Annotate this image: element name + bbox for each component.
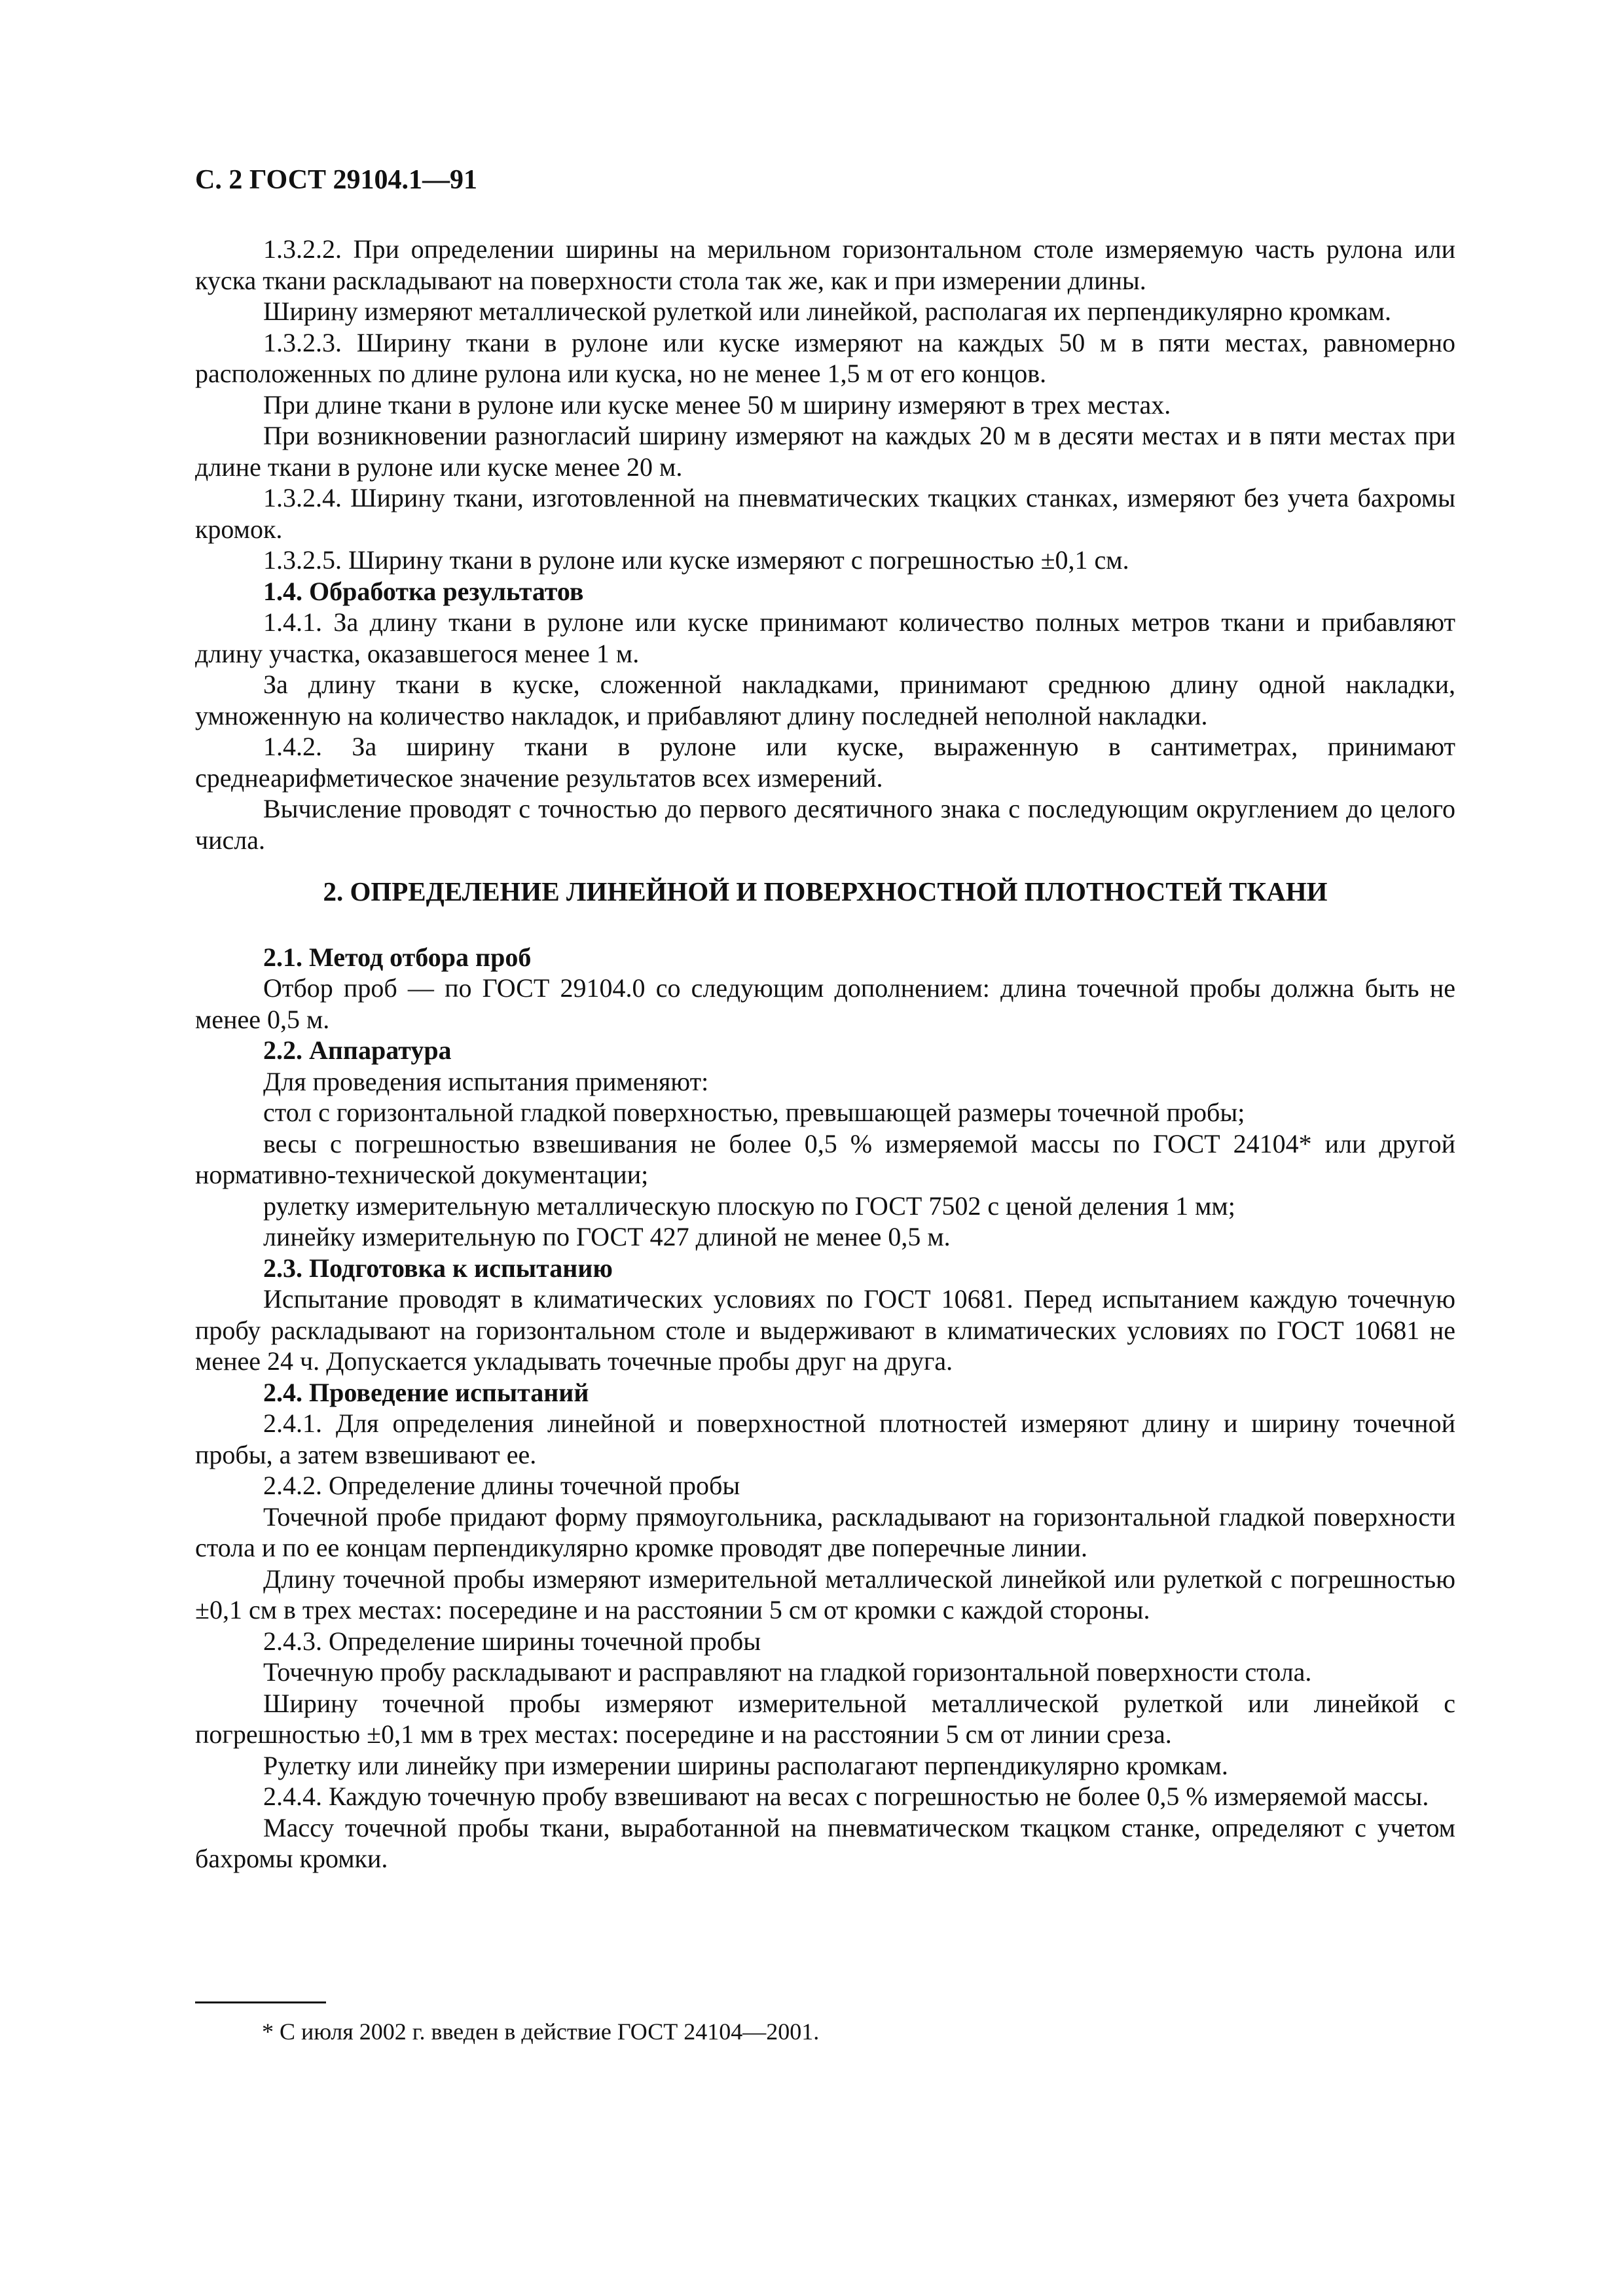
paragraph: Ширину точечной пробы измеряют измерительной металлической рулеткой или линейкой с погрешностью ±0,1 мм в трех местах: посередине и на расстоянии 5 см от линии среза. — [195, 1688, 1455, 1749]
paragraph: Отбор проб — по ГОСТ 29104.0 со следующим дополнением: длина точечной пробы должна быть не менее 0,5 м. — [195, 973, 1455, 1034]
paragraph: Точечной пробе придают форму прямоугольника, раскладывают на горизонтальной гладкой поверхности стола и по ее концам перпендикулярно кромке проводят две поперечные линии. — [195, 1501, 1455, 1562]
paragraph: 1.4.2. За ширину ткани в рулоне или куске, выраженную в сантиметрах, принимают среднеарифметическое значение результатов всех измерений. — [195, 732, 1455, 793]
paragraph: линейку измерительную по ГОСТ 427 длиной не менее 0,5 м. — [263, 1222, 951, 1251]
paragraph: рулетку измерительную металлическую плоскую по ГОСТ 7502 с ценой деления 1 мм; — [263, 1191, 1235, 1221]
footnote-divider — [195, 2001, 326, 2003]
subsection-heading: 2.3. Подготовка к испытанию — [263, 1253, 613, 1283]
paragraph: При возникновении разногласий ширину измеряют на каждых 20 м в десяти местах и в пяти местах при длине ткани в рулоне или куске менее 20 м. — [195, 421, 1455, 482]
paragraph: стол с горизонтальной гладкой поверхностью, превышающей размеры точечной пробы; — [263, 1098, 1245, 1127]
paragraph: Точечную пробу раскладывают и расправляют на гладкой горизонтальной поверхности стола. — [263, 1657, 1312, 1687]
subsection-heading: 2.2. Аппаратура — [263, 1035, 452, 1065]
paragraph: 2.4.3. Определение ширины точечной пробы — [263, 1626, 761, 1656]
paragraph: 2.4.2. Определение длины точечной пробы — [263, 1471, 740, 1500]
paragraph: За длину ткани в куске, сложенной накладками, принимают среднюю длину одной накладки, умноженную на количество накладок, и прибавляют длину последней неполной накладки. — [195, 670, 1455, 730]
paragraph: Рулетку или линейку при измерении ширины располагают перпендикулярно кромкам. — [263, 1750, 1228, 1780]
footnote: * С июля 2002 г. введен в действие ГОСТ 24104—2001. — [262, 2018, 820, 2045]
paragraph: Испытание проводят в климатических условиях по ГОСТ 10681. Перед испытанием каждую точечную пробу раскладывают на горизонтальном столе и выдерживают в климатических условиях по ГОСТ 10681 не менее 24 ч. Допускается укладывать точечные пробы друг на друга. — [195, 1284, 1455, 1376]
subsection-heading: 2.4. Проведение испытаний — [263, 1377, 589, 1407]
subsection-heading: 2.1. Метод отбора проб — [263, 942, 532, 972]
paragraph: 1.3.2.4. Ширину ткани, изготовленной на пневматических ткацких станках, измеряют без учета бахромы кромок. — [195, 483, 1455, 544]
document-body — [195, 234, 1455, 1874]
paragraph: При длине ткани в рулоне или куске менее 50 м ширину измеряют в трех местах. — [263, 389, 1171, 420]
paragraph: Для проведения испытания применяют: — [263, 1066, 709, 1096]
paragraph: Ширину измеряют металлической рулеткой или линейкой, располагая их перпендикулярно кромкам. — [263, 296, 1391, 326]
subsection-heading: 1.4. Обработка результатов — [263, 576, 584, 606]
page-header: С. 2 ГОСТ 29104.1—91 — [195, 165, 478, 195]
paragraph: 2.4.4. Каждую точечную пробу взвешивают на весах с погрешностью не более 0,5 % измеряемой массы. — [263, 1782, 1429, 1811]
paragraph: Длину точечной пробы измеряют измерительной металлической линейкой или рулеткой с погрешностью ±0,1 см в трех местах: посередине и на расстоянии 5 см от кромки с каждой стороны. — [195, 1564, 1455, 1624]
paragraph: Массу точечной пробы ткани, выработанной на пневматическом ткацком станке, определяют с учетом бахромы кромки. — [195, 1812, 1455, 1873]
paragraph: Вычисление проводят с точностью до первого десятичного знака с последующим округлением до целого числа. — [195, 794, 1455, 855]
paragraph: 1.3.2.2. При определении ширины на мерильном горизонтальном столе измеряемую часть рулона или куска ткани раскладывают на поверхности стола так же, как и при измерении длины. — [195, 234, 1455, 295]
paragraph: 1.4.1. За длину ткани в рулоне или куске принимают количество полных метров ткани и прибавляют длину участка, оказавшегося менее 1 м. — [195, 607, 1455, 668]
paragraph: 1.3.2.3. Ширину ткани в рулоне или куске измеряют на каждых 50 м в пяти местах, равномерно расположенных по длине рулона или куска, но не менее 1,5 м от его концов. — [195, 327, 1455, 388]
section-heading: 2. ОПРЕДЕЛЕНИЕ ЛИНЕЙНОЙ И ПОВЕРХНОСТНОЙ ПЛОТНОСТЕЙ ТКАНИ — [323, 876, 1328, 906]
paragraph: весы с погрешностью взвешивания не более 0,5 % измеряемой массы по ГОСТ 24104* или другой нормативно-технической документации; — [195, 1128, 1455, 1189]
paragraph: 2.4.1. Для определения линейной и поверхностной плотностей измеряют длину и ширину точечной пробы, а затем взвешивают ее. — [195, 1408, 1455, 1469]
paragraph: 1.3.2.5. Ширину ткани в рулоне или куске измеряют с погрешностью ±0,1 см. — [263, 545, 1129, 575]
